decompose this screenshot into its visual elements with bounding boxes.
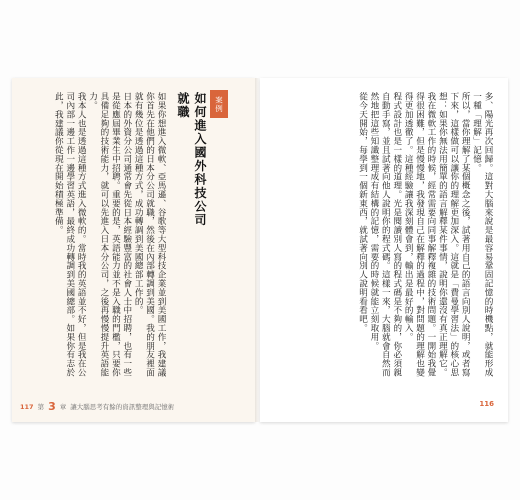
- right-page: [260, 78, 508, 422]
- right-paragraph-3: 我在微軟工作的時候，經常需要向同事解釋複雜的技術問題。一開始我覺得很困難，但是慢慢地，我發現自己在解釋的過程中，對問題的理解也變得更加透徹了。這種經驗讓我深刻體會到，輸出是最好的輸入。: [403, 92, 436, 377]
- right-paragraph-2: 所以，當你理解了某個概念之後，試著用自己的語言向別人說明，或者寫下來，這樣做可以讓你的理解更加深入。這就是「費曼學習法」的核心思想：如果你無法用簡單的語言解釋某件事情，說明你還沒有真正理解它。: [437, 92, 471, 377]
- left-page: [12, 78, 255, 422]
- right-paragraph-5: 從今天開始，每學到一個新東西，就試著向別人說明看看吧。: [358, 92, 368, 333]
- running-title: 讓大腦思考有餘的資訊整理與記憶術: [70, 403, 175, 411]
- left-page-body: [32, 92, 166, 382]
- case-tag: 案例: [210, 90, 228, 118]
- right-page-body: [358, 92, 493, 382]
- chapter-suffix: 章: [59, 403, 67, 411]
- left-paragraph-1: 如果你想進入微軟、亞馬遜、谷歌等大型科技企業並到美國工作，我建議你首先在他們的日本分公司就職，然後在內部轉調到美國。我的朋友裡面就有幾位是透過這種方式，成功轉調到美國總部工作的。: [133, 92, 166, 377]
- chapter-prefix: 第: [37, 403, 45, 411]
- right-paragraph-4: 程式設計也是一樣的道理。光是閱讀別人寫的程式碼是不夠的，你必須親自動手寫，並且試著向他人說明你的程式碼。這樣一來，大腦就會自然而然地把這些知識整理成有結構的記憶，需要的時候就能立刻取用。: [368, 92, 402, 377]
- left-page-number: 117: [20, 402, 34, 411]
- right-page-number: 116: [479, 400, 494, 408]
- left-page-footer: [20, 400, 174, 413]
- left-paragraph-2: 日本的外資分公司通常會先從日本經驗豐富的社會人士中招聘，也有一些是從應屆畢業生中招聘。重要的是，英語能力並不是入職的門檻，只要你具備足夠的技術能力，就可以先進入日本分公司，之後再慢慢提升英語能力。: [87, 92, 132, 377]
- left-paragraph-3: 我本人也是透過這種方式進入微軟的。當時我的英語並不好，但是我在公司內部一邊工作一邊學習英語，最終成功轉調到美國總部。如果你有志於此，我建議你從現在開始積極準備。: [53, 92, 87, 377]
- chapter-number: 3: [48, 400, 56, 413]
- right-paragraph-1: 多、陽光再次回歸。這對大腦來說是最容易鞏固記憶的時機點，就能形成一種「理解」記憶。: [471, 92, 493, 377]
- section-heading: 如何進入國外科技公司就職: [176, 92, 207, 227]
